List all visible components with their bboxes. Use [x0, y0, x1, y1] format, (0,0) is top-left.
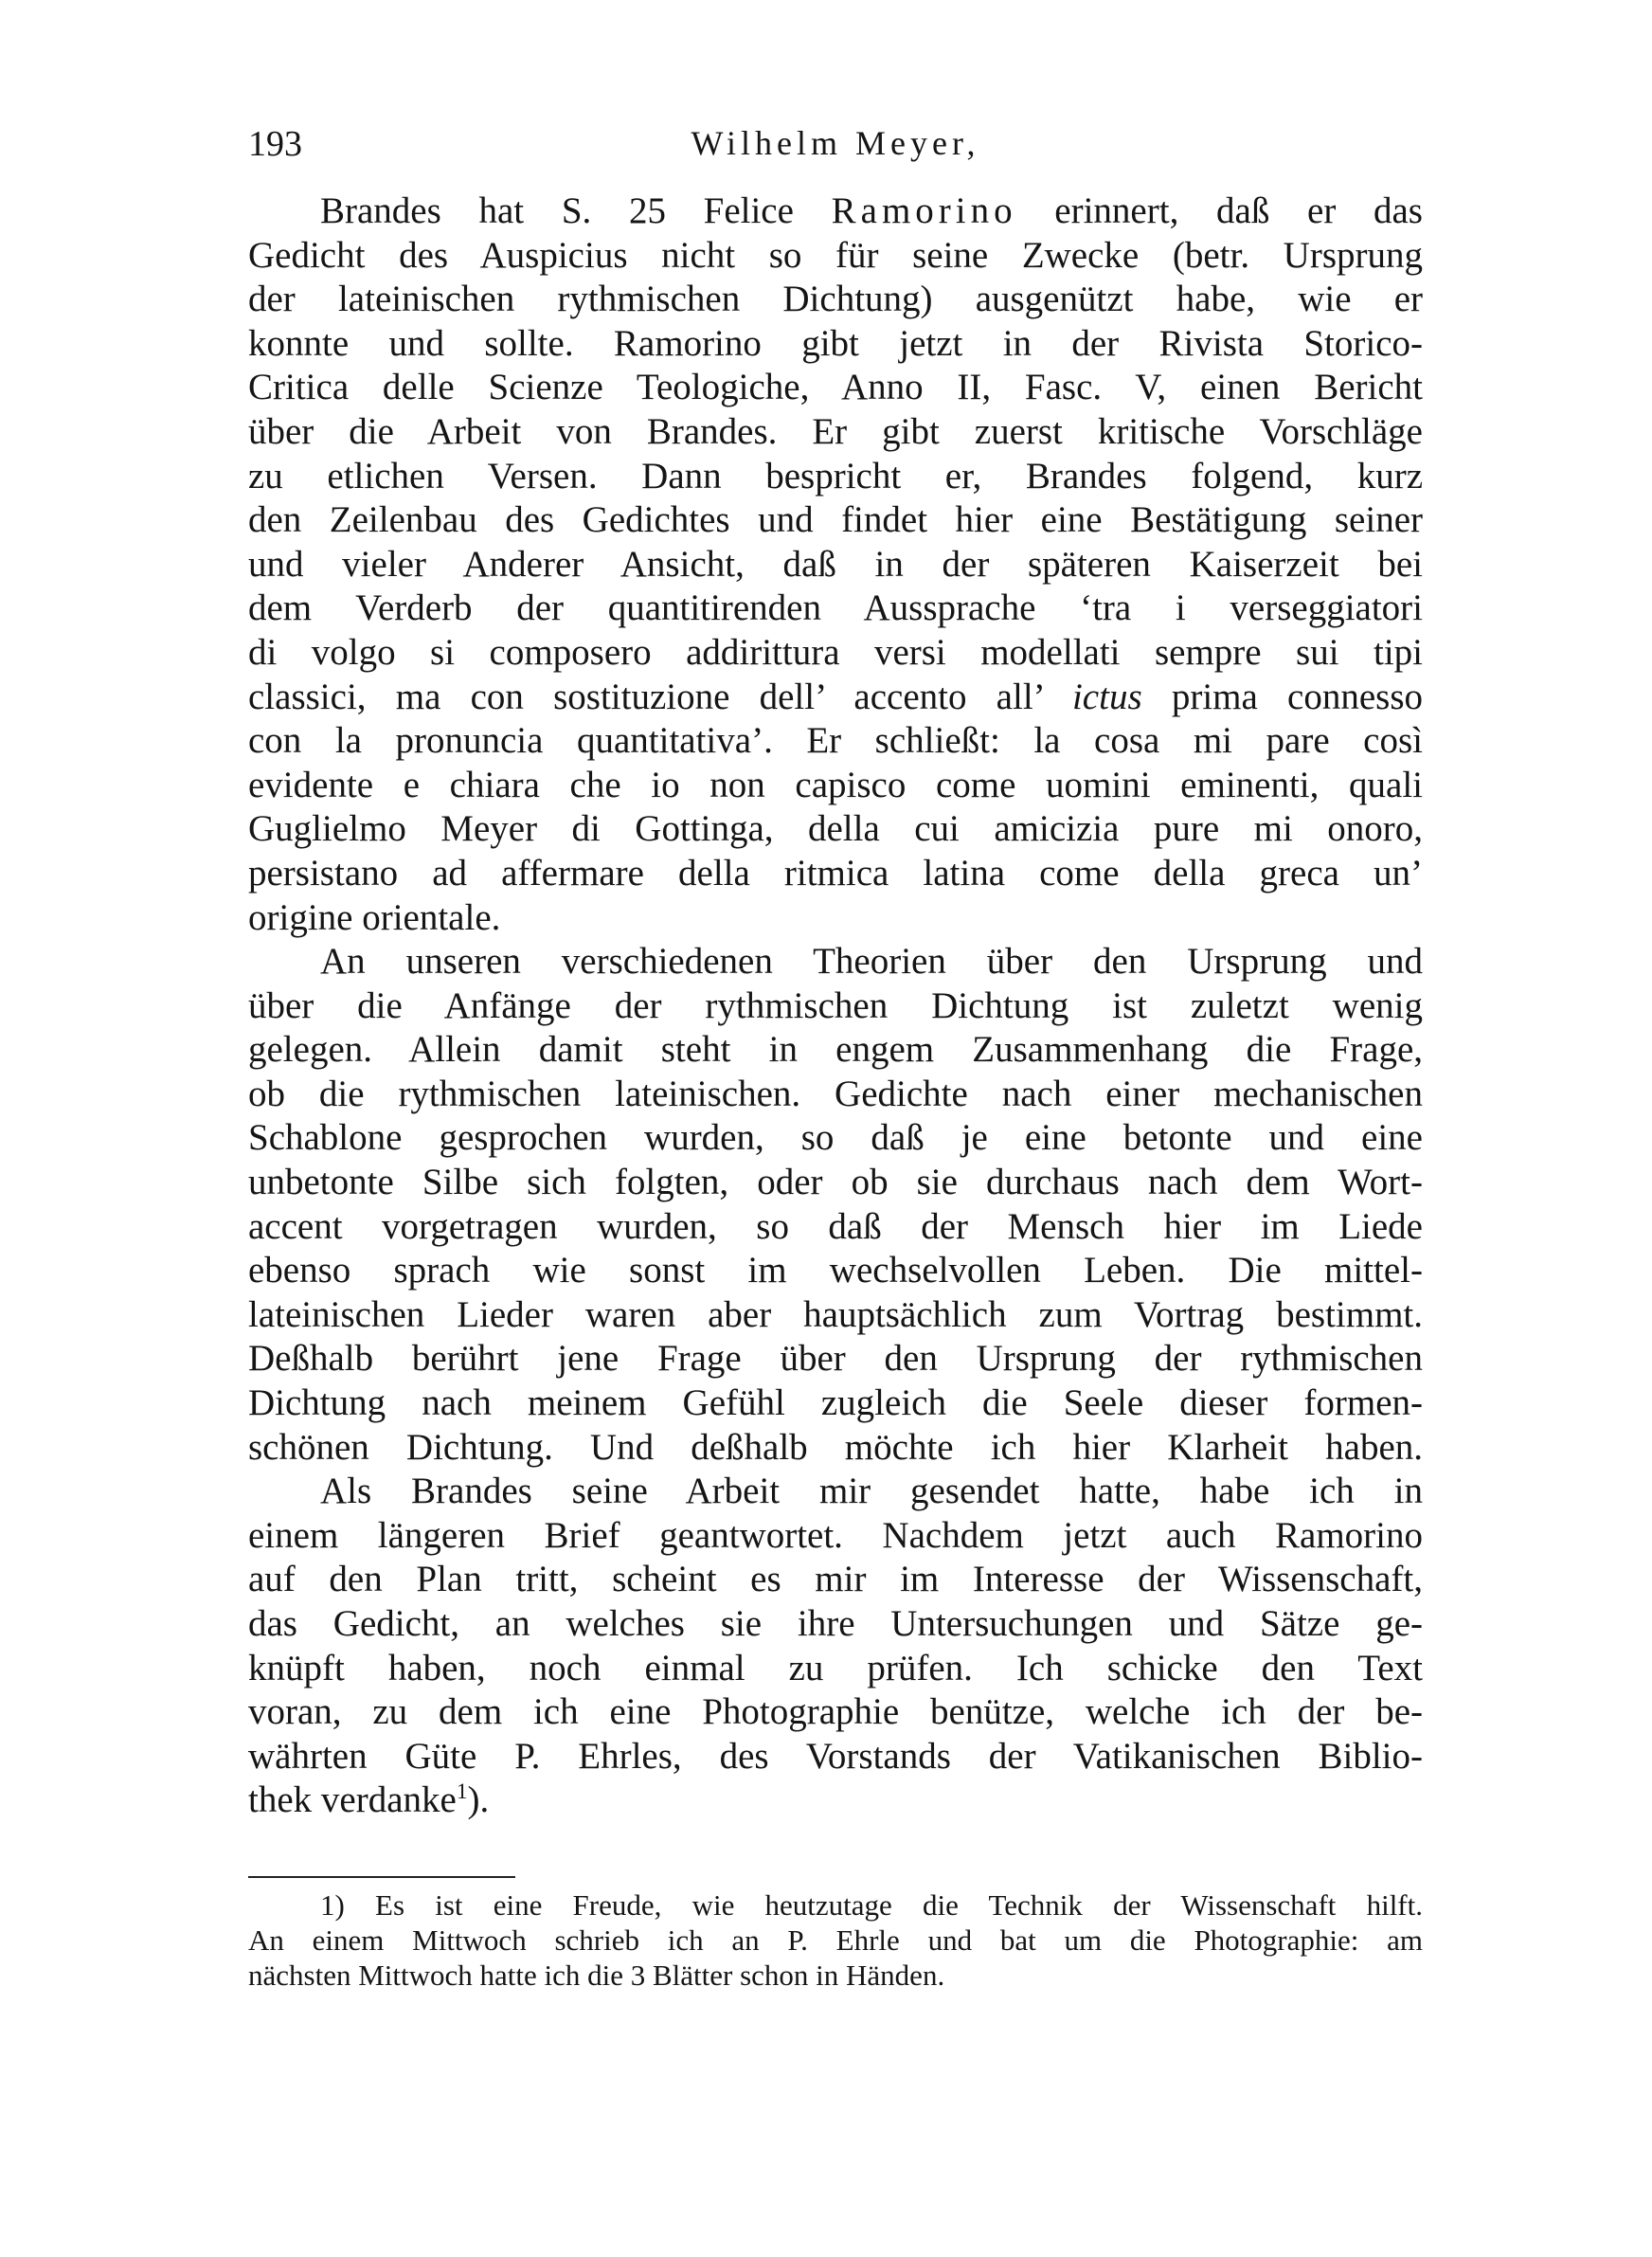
text-line: unbetonte Silbe sich folgten, oder ob sie durchaus nach dem Wort- — [248, 1162, 1423, 1203]
text-line: origine orientale. — [248, 896, 501, 938]
footnote-line: nächsten Mittwoch hatte ich die 3 Blätter schon in Händen. — [248, 1959, 945, 1992]
text-line: accent vorgetragen wurden, so daß der Mensch hier im Liede — [248, 1205, 1423, 1247]
text-line: Gedicht des Auspicius nicht so für seine Zwecke (betr. Ursprung — [248, 234, 1423, 276]
text-line: und vieler Anderer Ansicht, daß in der späteren Kaiserzeit bei — [248, 543, 1423, 585]
text-line: das Gedicht, an welches sie ihre Untersuchungen und Sätze ge- — [248, 1603, 1423, 1644]
footnote-reference[interactable]: 1 — [456, 1779, 468, 1805]
text-fragment: prima connesso — [1141, 676, 1423, 717]
text-line: Als Brandes seine Arbeit mir gesendet hatte, habe ich in — [320, 1471, 1423, 1512]
page-number: 193 — [248, 124, 302, 164]
text-line — [248, 676, 1423, 720]
text-line — [248, 190, 1423, 234]
text-line: über die Arbeit von Brandes. Er gibt zuerst kritische Vorschläge — [248, 410, 1423, 452]
text-line: Schablone gesprochen wurden, so daß je eine betonte und eine — [248, 1117, 1423, 1159]
text-line: ebenso sprach wie sonst im wechselvollen Leben. Die mittel- — [248, 1250, 1423, 1291]
text-fragment: thek verdanke — [248, 1779, 457, 1821]
text-line: persistano ad affermare della ritmica latina come della greca un’ — [248, 852, 1423, 894]
text-line: den Zeilenbau des Gedichtes und findet hier eine Bestätigung seiner — [248, 499, 1423, 541]
text-fragment: erinnert, daß er das — [1016, 190, 1423, 231]
main-text — [248, 190, 1423, 1823]
text-fragment: ). — [467, 1779, 490, 1821]
text-line: über die Anfänge der rythmischen Dichtung ist zuletzt wenig — [248, 984, 1423, 1026]
text-fragment: classici, ma con sostituzione dell’ accento all’ — [248, 676, 1072, 717]
footnotes — [248, 1887, 1423, 1993]
text-line: voran, zu dem ich eine Photographie benütze, welche ich der be- — [248, 1691, 1423, 1733]
text-line: gelegen. Allein damit steht in engem Zusammenhang die Frage, — [248, 1029, 1423, 1071]
text-line: einem längeren Brief geantwortet. Nachdem jetzt auch Ramorino — [248, 1514, 1423, 1556]
spaced-name: Ramorino — [831, 190, 1017, 231]
text-line: con la pronuncia quantitativa’. Er schließt: la cosa mi pare così — [248, 720, 1423, 762]
footnote-rule — [248, 1876, 515, 1878]
italic-term: ictus — [1071, 676, 1142, 717]
footnote-line: 1) Es ist eine Freude, wie heutzutage die Technik der Wissenschaft hilft. — [320, 1888, 1423, 1922]
text-line: lateinischen Lieder waren aber hauptsächlich zum Vortrag bestimmt. — [248, 1293, 1423, 1335]
text-line — [248, 1779, 1423, 1823]
text-line: An unseren verschiedenen Theorien über den Ursprung und — [320, 941, 1423, 983]
text-line: di volgo si composero addirittura versi modellati sempre sui tipi — [248, 631, 1423, 673]
text-line: konnte und sollte. Ramorino gibt jetzt in der Rivista Storico- — [248, 322, 1423, 364]
footnote-line: An einem Mittwoch schrieb ich an P. Ehrle und bat um die Photographie: am — [248, 1923, 1423, 1957]
text-line: knüpft haben, noch einmal zu prüfen. Ich schicke den Text — [248, 1647, 1423, 1688]
text-line: der lateinischen rythmischen Dichtung) ausgenützt habe, wie er — [248, 279, 1423, 320]
text-line: zu etlichen Versen. Dann bespricht er, Brandes folgend, kurz — [248, 455, 1423, 497]
text-line: auf den Plan tritt, scheint es mir im Interesse der Wissenschaft, — [248, 1559, 1423, 1600]
text-line: evidente e chiara che io non capisco come uomini eminenti, quali — [248, 764, 1423, 805]
text-line: schönen Dichtung. Und deßhalb möchte ich hier Klarheit haben. — [248, 1426, 1423, 1468]
text-line: dem Verderb der quantitirenden Aussprache ‘tra i verseggiatori — [248, 587, 1423, 629]
running-head — [248, 123, 1423, 180]
text-line: währten Güte P. Ehrles, des Vorstands der Vatikanischen Biblio- — [248, 1735, 1423, 1777]
text-line: Guglielmo Meyer di Gottinga, della cui amicizia pure mi onoro, — [248, 808, 1423, 850]
text-fragment: Brandes hat S. 25 Felice — [320, 190, 832, 231]
text-line: ob die rythmischen lateinischen. Gedichte nach einer mechanischen — [248, 1073, 1423, 1114]
text-line: Dichtung nach meinem Gefühl zugleich die Seele dieser formen- — [248, 1382, 1423, 1424]
running-title: Wilhelm Meyer, — [691, 124, 980, 162]
text-line: Deßhalb berührt jene Frage über den Ursprung der rythmischen — [248, 1338, 1423, 1380]
text-line: Critica delle Scienze Teologiche, Anno II, Fasc. V, einen Bericht — [248, 367, 1423, 408]
